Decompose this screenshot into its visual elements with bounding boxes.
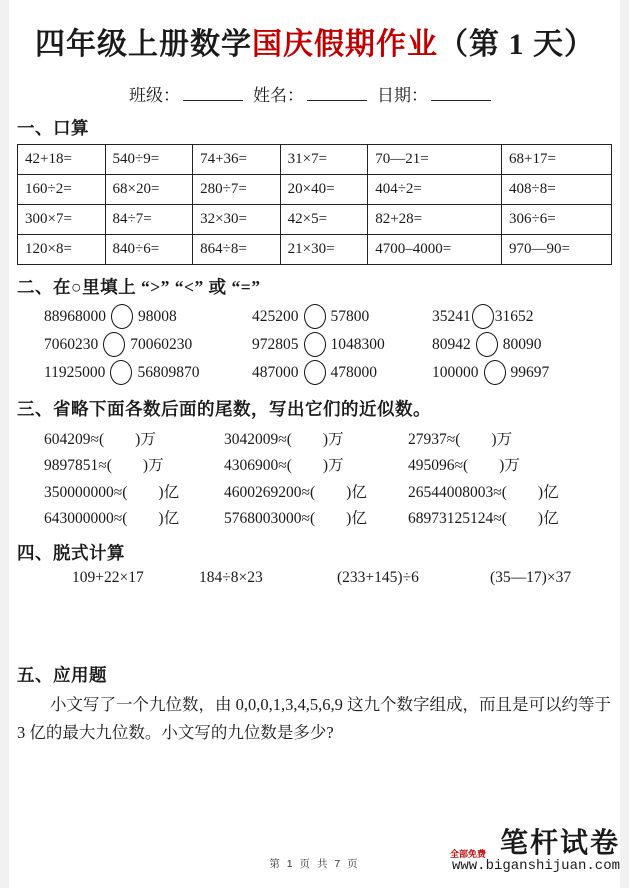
oral-problem: 408÷8= <box>502 174 612 204</box>
section-approx-heading: 三、省略下面各数后面的尾数，写出它们的近似数。 <box>17 398 431 419</box>
brand-url: www.biganshijuan.com <box>451 858 620 875</box>
approx-item: 68973125124≈( )亿 <box>408 510 559 528</box>
oral-problem: 540÷9= <box>105 144 193 174</box>
compare-right: 56809870 <box>137 363 200 381</box>
page-indicator: 第 1 页 共 7 页 <box>269 858 360 870</box>
oral-problem: 160÷2= <box>18 174 106 204</box>
compare-left: 100000 <box>432 363 479 381</box>
oral-problem: 74+36= <box>193 144 281 174</box>
fill-circle <box>110 360 132 385</box>
table-row <box>18 204 612 234</box>
oral-problem: 42+18= <box>18 144 106 174</box>
oral-problem: 70—21= <box>368 144 502 174</box>
table-row <box>18 174 612 204</box>
name-blank-field <box>307 86 367 101</box>
compare-left: 88968000 <box>44 307 106 325</box>
table-row <box>18 234 612 264</box>
compare-item <box>432 303 613 331</box>
oral-problem: 300×7= <box>18 204 106 234</box>
fill-circle <box>476 332 498 357</box>
working-space <box>17 587 613 653</box>
section-compare-heading: 二、在○里填上 “>” “<” 或 “=” <box>17 276 261 297</box>
approx-item: 350000000≈( )亿 <box>44 483 180 501</box>
compare-item <box>252 331 432 359</box>
date-blank-field <box>431 86 491 101</box>
approx-item: 643000000≈( )亿 <box>44 510 180 528</box>
compare-left: 972805 <box>252 335 299 353</box>
approx-item: 27937≈( )万 <box>408 430 513 448</box>
eval-item: (233+145)÷6 <box>337 568 419 586</box>
compare-right: 478000 <box>330 363 377 381</box>
oral-problem: 82+28= <box>368 204 502 234</box>
compare-item <box>44 331 252 359</box>
fill-circle <box>111 304 133 329</box>
oral-problem: 84÷7= <box>105 204 193 234</box>
compare-right: 57800 <box>330 307 370 325</box>
approx-item: 5768003000≈( )亿 <box>224 510 367 528</box>
compare-left: 80942 <box>432 335 471 353</box>
approx-item: 9897851≈( )万 <box>44 457 164 475</box>
oral-problem: 280÷7= <box>193 174 281 204</box>
section-word-heading: 五、应用题 <box>17 664 107 685</box>
approx-item: 26544008003≈( )亿 <box>408 483 559 501</box>
brand-logo-text: 笔杆试卷 <box>499 827 620 859</box>
name-label: 姓名： <box>253 85 304 105</box>
title-day-part: （第 1 天） <box>438 28 595 61</box>
compare-right: 80090 <box>502 335 542 353</box>
word-problem-text: 小文写了一个九位数，由 0,0,0,1,3,4,5,6,9 这九个数字组成，而且是可以约等于 3 亿的最大九位数。小文写的九位数是多少? <box>17 694 611 742</box>
approx-item: 4600269200≈( )亿 <box>224 483 367 501</box>
approx-problems <box>17 425 613 531</box>
compare-item <box>44 359 252 387</box>
oral-problem: 21×30= <box>280 234 368 264</box>
compare-left: 487000 <box>252 363 299 381</box>
eval-item: (35—17)×37 <box>490 568 572 586</box>
oral-problem: 864÷8= <box>193 234 281 264</box>
oral-problem: 840÷6= <box>105 234 193 264</box>
class-label: 班级： <box>129 85 180 105</box>
compare-left: 11925000 <box>44 363 106 381</box>
page-title <box>17 26 613 64</box>
approx-item: 495096≈( )万 <box>408 457 520 475</box>
section-eval-heading: 四、脱式计算 <box>17 542 125 563</box>
approx-item: 4306900≈( )万 <box>224 457 344 475</box>
compare-item <box>44 303 252 331</box>
fill-circle <box>103 332 125 357</box>
title-red-part: 国庆假期作业 <box>252 28 438 61</box>
compare-item <box>432 359 613 387</box>
date-label: 日期： <box>377 85 428 105</box>
compare-right: 98008 <box>138 307 177 325</box>
oral-problem: 120×8= <box>18 234 106 264</box>
compare-right: 1048300 <box>330 335 385 353</box>
fill-circle <box>304 304 326 329</box>
oral-problem: 20×40= <box>280 174 368 204</box>
oral-problem: 404÷2= <box>368 174 502 204</box>
compare-right: 31652 <box>494 307 534 325</box>
fill-circle <box>472 304 494 329</box>
student-info-line <box>17 81 613 106</box>
eval-item: 109+22×17 <box>72 568 144 586</box>
oral-calculation-table <box>17 144 612 265</box>
brand-block <box>449 827 620 875</box>
compare-right: 99697 <box>510 363 550 381</box>
fill-circle <box>304 332 326 357</box>
eval-item: 184÷8×23 <box>199 568 263 586</box>
class-blank-field <box>183 86 243 101</box>
oral-problem: 4700–4000= <box>368 234 502 264</box>
compare-left: 425200 <box>252 307 299 325</box>
approx-item: 3042009≈( )万 <box>224 430 344 448</box>
fill-circle <box>484 360 506 385</box>
oral-problem: 68+17= <box>502 144 612 174</box>
oral-problem: 42×5= <box>280 204 368 234</box>
oral-problem: 32×30= <box>193 204 281 234</box>
section-oral-heading: 一、口算 <box>17 117 89 138</box>
table-row <box>18 144 612 174</box>
compare-left: 7060230 <box>44 335 99 353</box>
oral-problem: 31×7= <box>280 144 368 174</box>
eval-problems <box>17 569 613 587</box>
compare-problems <box>17 303 613 387</box>
compare-item <box>252 303 432 331</box>
compare-item <box>432 331 613 359</box>
fill-circle <box>304 360 326 385</box>
title-black-part: 四年级上册数学 <box>35 28 252 61</box>
compare-left: 35241 <box>432 307 471 325</box>
oral-problem: 306÷6= <box>502 204 612 234</box>
brand-tagline: 全部免费 <box>449 849 486 859</box>
approx-item: 604209≈( )万 <box>44 430 156 448</box>
oral-problem: 68×20= <box>105 174 193 204</box>
compare-item <box>252 359 432 387</box>
compare-right: 70060230 <box>130 335 193 353</box>
oral-problem: 970—90= <box>502 234 612 264</box>
